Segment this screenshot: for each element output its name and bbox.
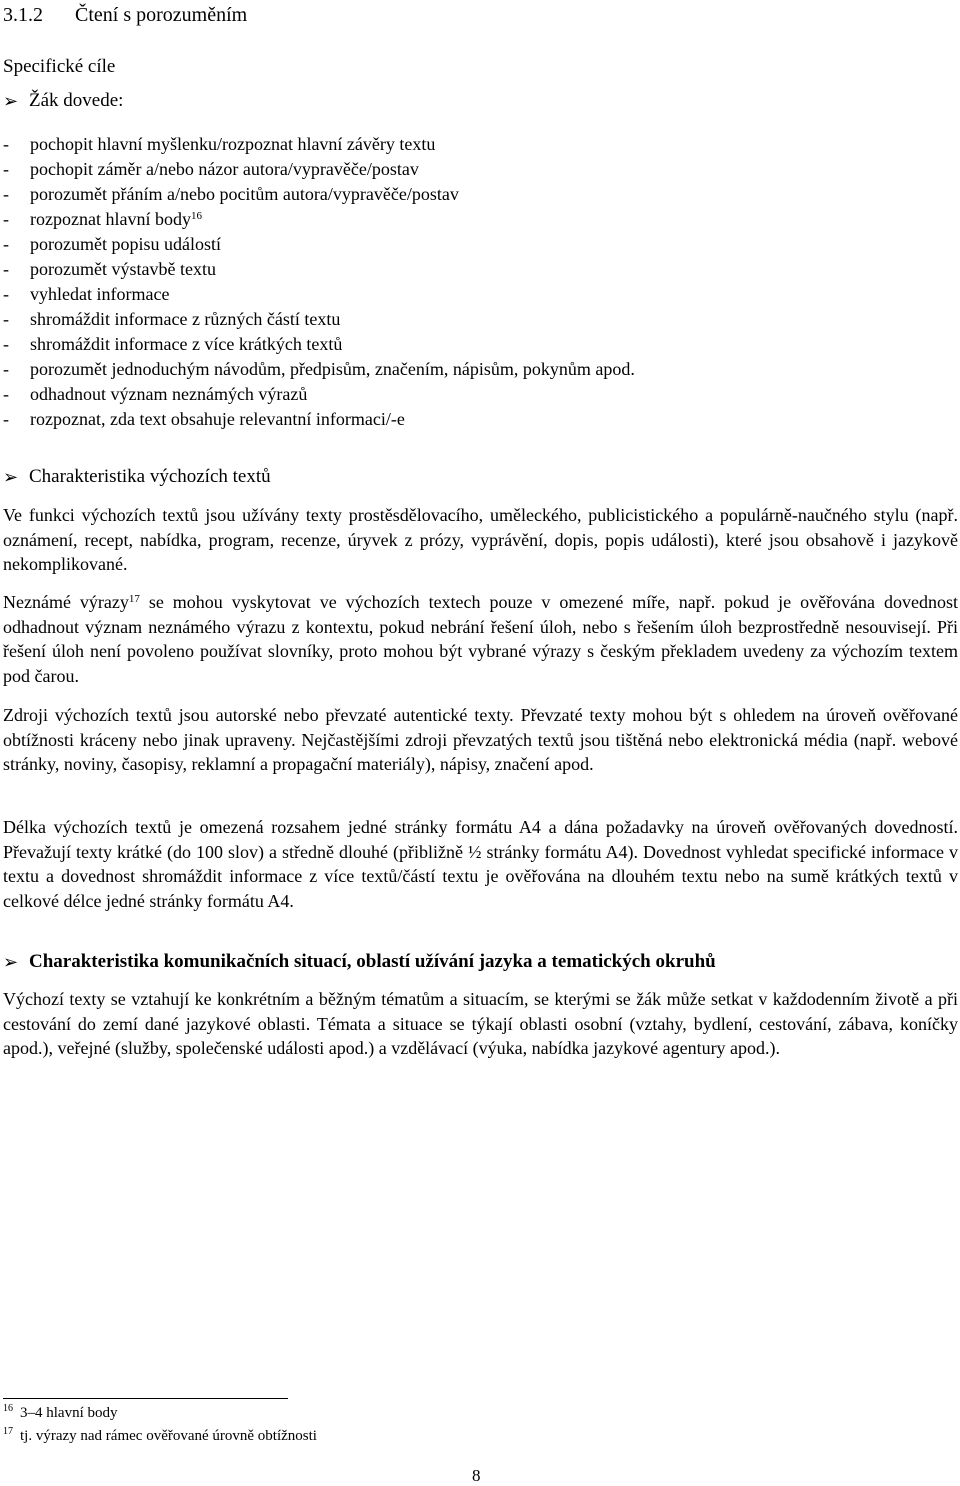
paragraph-length: Délka výchozích textů je omezená rozsahem jedné stránky formátu A4 a dána požadavky na úroveň ověřovaných dovedností. Převažují texty krátké (do 100 slov) a středně dlouhé (přibližně ½ stránky formátu A4). Dovednost vyhledat specifické informace v textu a dovednost shromáždit informace z více textů/částí textu je ověřována na dlouhém textu nebo na sumě krátkých textů v celkové délce jedné stránky formátu A4. xyxy=(3,817,958,912)
arrow-bullet-icon: ➢ xyxy=(3,90,19,111)
goals-list xyxy=(3,132,635,432)
footnote-16: 16 3–4 hlavní body xyxy=(3,1403,118,1421)
list-item: - porozumět přáním a/nebo pocitům autora/vypravěče/postav xyxy=(3,184,459,204)
list-item: - rozpoznat, zda text obsahuje relevantní informaci/-e xyxy=(3,409,405,429)
paragraph-unknown-words: Neznámé výrazy$^{17}$ se mohou vyskytovat ve výchozích textech pouze v omezené míře, např. pokud je ověřována dovednost odhadnout význam neznámého výrazu z kontextu, pokud nebrání řešení úloh, nebo s řešením úloh bezprostředně nesouvisejí. Při řešení úloh není povoleno používat slovníky, proto mohou být vybrané výrazy s českým překladem uvedeny za výchozím textem pod čarou. xyxy=(3,592,958,687)
list-item: - odhadnout význam neznámých výrazů xyxy=(3,384,308,404)
section-heading xyxy=(3,4,247,27)
list-item: - porozumět jednoduchým návodům, předpisům, značením, nápisům, pokynům apod. xyxy=(3,359,635,379)
subheading-specific-goals: Specifické cíle xyxy=(3,56,116,77)
page-number: 8 xyxy=(472,1466,481,1485)
list-item: - pochopit záměr a/nebo názor autora/vypravěče/postav xyxy=(3,159,419,179)
section-number: 3.1.2 xyxy=(3,4,43,26)
texts-heading-text: Charakteristika výchozích textů xyxy=(29,466,271,487)
texts-heading xyxy=(3,466,271,488)
arrow-bullet-icon: ➢ xyxy=(3,951,19,972)
situations-heading xyxy=(3,951,716,973)
list-item: - porozumět popisu událostí xyxy=(3,234,221,254)
footnote-ref[interactable]: 16 xyxy=(190,210,202,222)
footnote-17: 17 tj. výrazy nad rámec ověřované úrovně obtížnosti xyxy=(3,1426,317,1444)
section-title: Čtení s porozuměním xyxy=(75,4,248,26)
list-item: - shromáždit informace z více krátkých textů xyxy=(3,334,343,354)
goals-heading xyxy=(3,90,123,112)
paragraph-situations: Výchozí texty se vztahují ke konkrétním a běžným tématům a situacím, se kterými se žák může setkat v každodenním životě a při cestování do zemí dané jazykové oblasti. Témata a situace se týkají oblasti osobní (vztahy, bydlení, cestování, zábava, koníčky apod.), veřejné (služby, společenské události apod.) a vzdělávací (výuka, nabídka jazykové agentury apod.). xyxy=(3,989,958,1059)
arrow-bullet-icon: ➢ xyxy=(3,466,19,487)
situations-heading-text: Charakteristika komunikačních situací, oblastí užívání jazyka a tematických okruhů xyxy=(29,951,716,972)
list-item: - shromáždit informace z různých částí textu xyxy=(3,309,341,329)
list-item: - porozumět výstavbě textu xyxy=(3,259,216,279)
paragraph-styles: Ve funkci výchozích textů jsou užívány texty prostěsdělovacího, uměleckého, publicistického a populárně-naučného stylu (např. oznámení, recept, nabídka, program, recenze, úryvek z prózy, vyprávění, dopis, popis události), které jsou obsahově i jazykově nekomplikované. xyxy=(3,505,958,575)
list-item: - vyhledat informace xyxy=(3,284,170,304)
goals-heading-text: Žák dovede: xyxy=(29,90,124,111)
footnote-ref[interactable]: 17 xyxy=(128,593,140,605)
list-item: - rozpoznat hlavní body $^{16}$ xyxy=(3,207,635,232)
list-item: - pochopit hlavní myšlenku/rozpoznat hlavní závěry textu xyxy=(3,134,436,154)
paragraph-sources: Zdroji výchozích textů jsou autorské nebo převzaté autentické texty. Převzaté texty mohou být s ohledem na úroveň ověřované obtížnosti kráceny nebo jinak upraveny. Nejčastějšími zdroji převzatých textů jsou tištěná nebo elektronická média (např. webové stránky, noviny, časopisy, reklamní a propagační materiály), nápisy, značení apod. xyxy=(3,705,958,775)
footnote-separator xyxy=(3,1398,288,1399)
